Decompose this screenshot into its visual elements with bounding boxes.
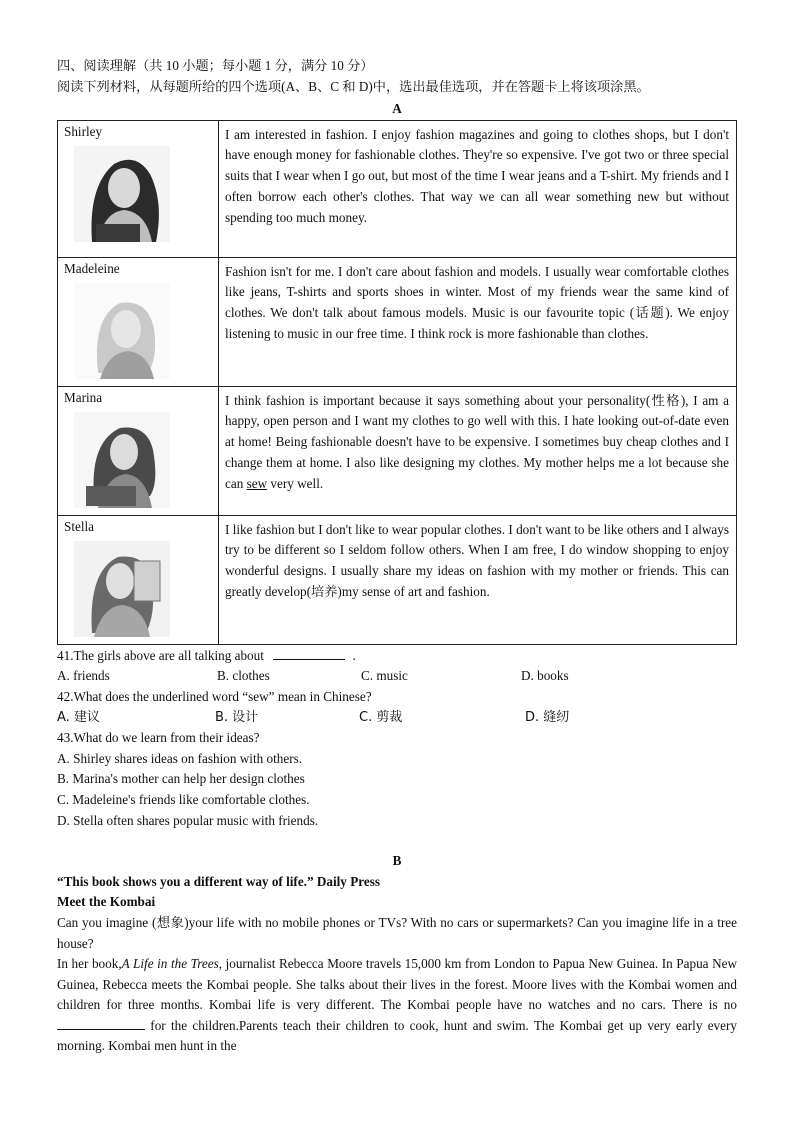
- passage-b-label: B: [392, 853, 402, 869]
- question-42: 42.What does the underlined word “sew” mean in Chinese?: [57, 688, 372, 704]
- passage-b-subtitle: Meet the Kombai: [57, 894, 156, 910]
- stella-photo: [74, 541, 170, 637]
- shirley-text: I am interested in fashion. I enjoy fashion magazines and going to clothes shops, but I don't have enough money for fashionable clothes. They're so expensive. I've got two or three special suits that I wear when I go out, but most of the time I wear jeans and a T-shirt. My friends and I often borrow each other's clothes. That way we can all wear something new but without spending too much money.: [219, 120, 737, 257]
- person-name: Madeleine: [64, 260, 120, 276]
- question-43: 43.What do we learn from their ideas?: [57, 730, 260, 746]
- question-41: [57, 646, 737, 667]
- option: B. clothes: [217, 668, 270, 684]
- passage-b-para2: [57, 954, 737, 1057]
- underlined-word: sew: [246, 475, 268, 491]
- option: B. Marina's mother can help her design clothes: [57, 771, 305, 787]
- person-name: Marina: [64, 389, 103, 405]
- table-row: [58, 257, 737, 386]
- exam-page: [57, 56, 737, 1057]
- madeleine-photo: [74, 283, 170, 379]
- answer-blank: [273, 647, 345, 660]
- option: A. friends: [57, 668, 110, 684]
- book-title: A Life in the Trees: [121, 956, 219, 972]
- madeleine-text: Fashion isn't for me. I don't care about fashion and models. I usually wear comfortable clothes like jeans, T-shirts and sports shoes in winter. Most of my friends wear the same kind of clothes. We don't talk about famous models. Music is our favourite topic (话题). We enjoy listening to music in our free time. I think rock is more fashionable than clothes.: [219, 257, 737, 386]
- marina-text-before: I think fashion is important because it says something about your personality(性格), I am a happy, open person and I want my clothes to go well with this. I hate looking out-of-date even at home! Being fashionable doesn't have to be expensive. I sometimes buy cheap clothes and I change them at home. I also like designing my clothes. My mother helps me a lot because she can: [225, 392, 729, 491]
- answer-blank: [57, 1017, 145, 1030]
- question-stem: 41.The girls above are all talking about: [57, 647, 264, 663]
- table-row: [58, 386, 737, 515]
- para2-rest: , journalist Rebecca Moore travels 15,000 km from London to Papua New Guinea. In Papua New Guinea, Rebecca meets the Kombai people. She talks about their lives in the forest. Moore lives with the Kombai women and children for three months. Kombai life is very different. The Kombai people have no watches and no cars. There is no: [57, 956, 737, 1013]
- option: D. 缝纫: [525, 709, 570, 725]
- shirley-photo: [74, 146, 170, 242]
- option: D. books: [521, 668, 569, 684]
- passage-a-table: [57, 120, 737, 645]
- option: A. Shirley shares ideas on fashion with others.: [57, 750, 303, 766]
- table-row: [58, 515, 737, 644]
- option: C. Madeleine's friends like comfortable clothes.: [57, 791, 310, 807]
- question-stem-end: .: [352, 647, 356, 663]
- option: C. music: [361, 668, 408, 684]
- option: D. Stella often shares popular music with friends.: [57, 812, 319, 828]
- para2-end: for the children.Parents teach their children to cook, hunt and swim. The Kombai get up very early every morning. Kombai men hunt in the: [57, 1017, 737, 1054]
- question-41-options: [57, 666, 737, 687]
- para2-start: In her book,: [57, 956, 122, 972]
- marina-photo: [74, 412, 170, 508]
- section-instructions: 阅读下列材料，从每题所给的四个选项(A、B、C 和 D)中，选出最佳选项，并在答题卡上将该项涂黑。: [57, 78, 650, 94]
- marina-text: [219, 386, 737, 515]
- passage-b-quote: “This book shows you a different way of life.” Daily Press: [57, 873, 380, 889]
- section-heading: 四、阅读理解（共 10 小题；每小题 1 分，满分 10 分）: [57, 58, 374, 73]
- option: A. 建议: [57, 709, 100, 725]
- option: C. 剪裁: [359, 709, 403, 725]
- marina-text-after: very well.: [267, 475, 324, 491]
- question-42-options: [57, 708, 737, 729]
- option: B. 设计: [215, 709, 259, 725]
- passage-a-label: A: [392, 101, 402, 117]
- person-name: Stella: [64, 518, 95, 534]
- passage-b-para1: Can you imagine (想象)your life with no mobile phones or TVs? With no cars or supermarkets? Can you imagine life in a tree house?: [57, 914, 737, 951]
- stella-text: I like fashion but I don't like to wear popular clothes. I don't want to be like others and I always try to be different so I seldom follow others. When I am free, I do window shopping to enjoy wonderful designs. I usually share my ideas on fashion with my mother or friends. This can greatly develop(培养)my sense of art and fashion.: [219, 515, 737, 644]
- person-name: Shirley: [64, 123, 103, 139]
- table-row: [58, 120, 737, 257]
